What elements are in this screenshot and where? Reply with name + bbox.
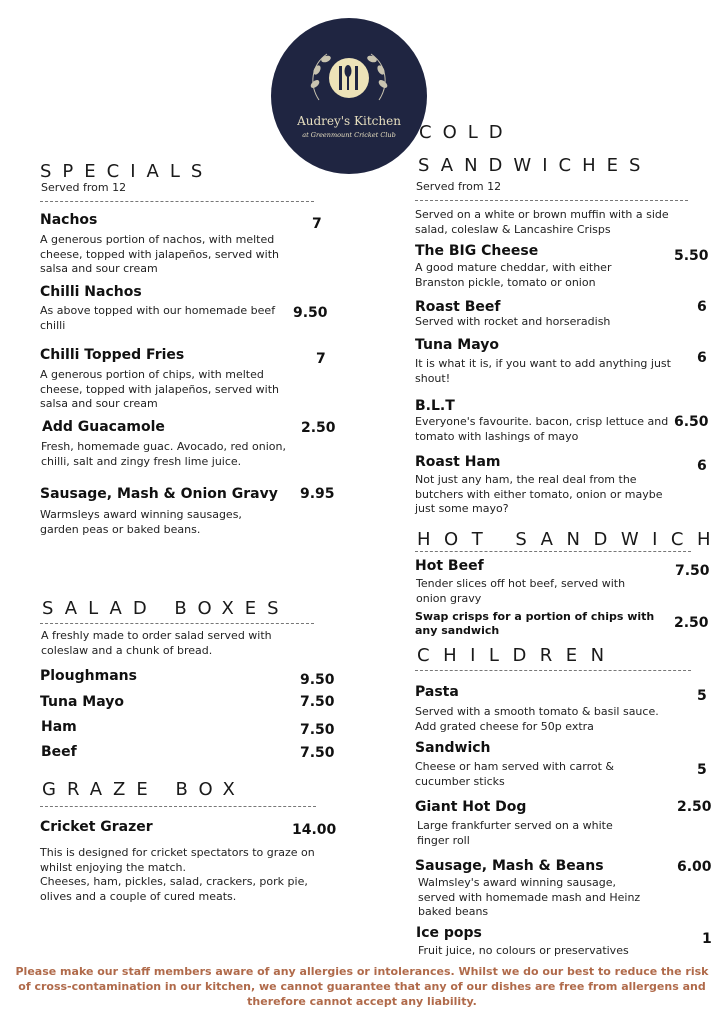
item-desc: Cheese or ham served with carrot & cucumber sticks — [415, 760, 614, 788]
divider — [415, 200, 688, 201]
item-desc: Large frankfurter served on a white finger roll — [417, 819, 613, 847]
item-title: Nachos — [40, 212, 98, 228]
logo-badge — [271, 18, 427, 174]
item-price: 2.50 — [677, 799, 712, 815]
logo-subtitle: at Greenmount Cricket Club — [302, 131, 396, 139]
item-title: B.L.T — [415, 398, 455, 414]
item-price: 7 — [312, 216, 322, 232]
item-price: 9.95 — [300, 486, 335, 502]
item-title: Cricket Grazer — [40, 819, 153, 835]
item-price: 2.50 — [301, 420, 336, 436]
item-title: Ham — [41, 719, 77, 735]
item-title: Beef — [41, 744, 77, 760]
item-desc: Walmsley's award winning sausage, served with homemade mash and Heinz baked beans — [418, 876, 641, 918]
cold-intro: Served on a white or brown muffin with a side salad, coleslaw & Lancashire Crisps — [415, 208, 669, 236]
sandwiches-heading: SANDWICHES — [418, 155, 652, 176]
specials-served: Served from 12 — [41, 181, 127, 194]
item-price: 5 — [697, 762, 707, 778]
item-desc: Fruit juice, no colours or preservatives — [418, 944, 629, 957]
divider — [40, 201, 314, 202]
item-price: 7 — [316, 351, 326, 367]
item-desc: A generous portion of nachos, with melted cheese, topped with jalapeños, served with salsa and sour cream — [40, 233, 280, 275]
item-price: 6 — [697, 350, 707, 366]
children-heading: CHILDREN — [417, 645, 618, 666]
item-price: 7.50 — [300, 745, 335, 761]
item-desc: Fresh, homemade guac. Avocado, red onion, chilli, salt and zingy fresh lime juice. — [41, 440, 286, 468]
graze-desc-extra: Cheeses, ham, pickles, salad, crackers, pork pie, olives and a couple of cured meats. — [40, 875, 308, 903]
item-price: 14.00 — [292, 822, 337, 838]
swap-chips-note: Swap crisps for a portion of chips with any sandwich — [415, 610, 655, 637]
item-price: 1 — [702, 931, 712, 947]
salad-heading: SALAD BOXES — [42, 598, 290, 619]
item-price: 2.50 — [674, 615, 709, 631]
item-title: Roast Ham — [415, 454, 501, 470]
item-price: 7.50 — [675, 563, 710, 579]
item-price: 5.50 — [674, 248, 709, 264]
item-price: 9.50 — [293, 305, 328, 321]
item-title: Sandwich — [415, 740, 491, 756]
item-title: Sausage, Mash & Beans — [415, 858, 604, 874]
item-title: Chilli Nachos — [40, 284, 142, 300]
hot-heading: HOT SANDWICH — [417, 529, 724, 550]
item-price: 6.50 — [674, 414, 709, 430]
item-price: 9.50 — [300, 672, 335, 688]
item-title: Giant Hot Dog — [415, 799, 527, 815]
item-desc: Served with rocket and horseradish — [415, 315, 611, 328]
item-title: Pasta — [415, 684, 459, 700]
divider — [40, 806, 316, 807]
item-price: 6 — [697, 458, 707, 474]
utensils-wreath-icon — [299, 40, 399, 112]
divider — [415, 551, 691, 552]
item-title: Roast Beef — [415, 299, 501, 315]
item-title: Ice pops — [416, 925, 482, 941]
item-price: 7.50 — [300, 722, 335, 738]
item-price: 7.50 — [300, 694, 335, 710]
item-title: Tuna Mayo — [415, 337, 499, 353]
item-desc: Served with a smooth tomato & basil sauce. Add grated cheese for 50p extra — [415, 705, 659, 733]
allergy-notice: Please make our staff members aware of any allergies or intolerances. Whilst we do our best to reduce the risk of cross-contamination in our kitchen, we cannot guarantee that any of our dishes are free from allergens and therefore cannot accept any liability. — [15, 965, 709, 1008]
item-desc: It is what it is, if you want to add anything just shout! — [415, 357, 671, 385]
item-title: Hot Beef — [415, 558, 484, 574]
item-title: The BIG Cheese — [415, 243, 539, 259]
item-title: Add Guacamole — [42, 419, 165, 435]
salad-intro: A freshly made to order salad served with coleslaw and a chunk of bread. — [41, 629, 272, 657]
specials-heading: SPECIALS — [40, 161, 214, 182]
item-desc: Tender slices off hot beef, served with onion gravy — [416, 577, 626, 605]
logo-name: Audrey's Kitchen — [297, 114, 401, 128]
item-price: 6.00 — [677, 859, 712, 875]
item-desc: A generous portion of chips, with melted cheese, topped with jalapeños, served with salsa and sour cream — [40, 368, 280, 410]
divider — [40, 623, 314, 624]
graze-desc: This is designed for cricket spectators to graze on whilst enjoying the match. — [40, 846, 315, 874]
item-desc: As above topped with our homemade beef chilli — [40, 304, 276, 332]
cold-served: Served from 12 — [416, 180, 502, 193]
item-desc: Not just any ham, the real deal from the butchers with either tomato, onion or maybe just some mayo? — [415, 473, 663, 515]
item-price: 5 — [697, 688, 707, 704]
item-price: 6 — [697, 299, 707, 315]
item-desc: A good mature cheddar, with either Branston pickle, tomato or onion — [415, 261, 612, 289]
graze-heading: GRAZE BOX — [42, 779, 246, 800]
item-title: Sausage, Mash & Onion Gravy — [40, 486, 278, 502]
item-title: Ploughmans — [40, 668, 137, 684]
item-desc: Warmsleys award winning sausages, garden peas or baked beans. — [40, 508, 242, 536]
item-title: Tuna Mayo — [40, 694, 124, 710]
item-title: Chilli Topped Fries — [40, 347, 185, 363]
item-desc: Everyone's favourite. bacon, crisp lettuce and tomato with lashings of mayo — [415, 415, 669, 443]
divider — [415, 670, 691, 671]
cold-heading: COLD — [419, 122, 514, 143]
